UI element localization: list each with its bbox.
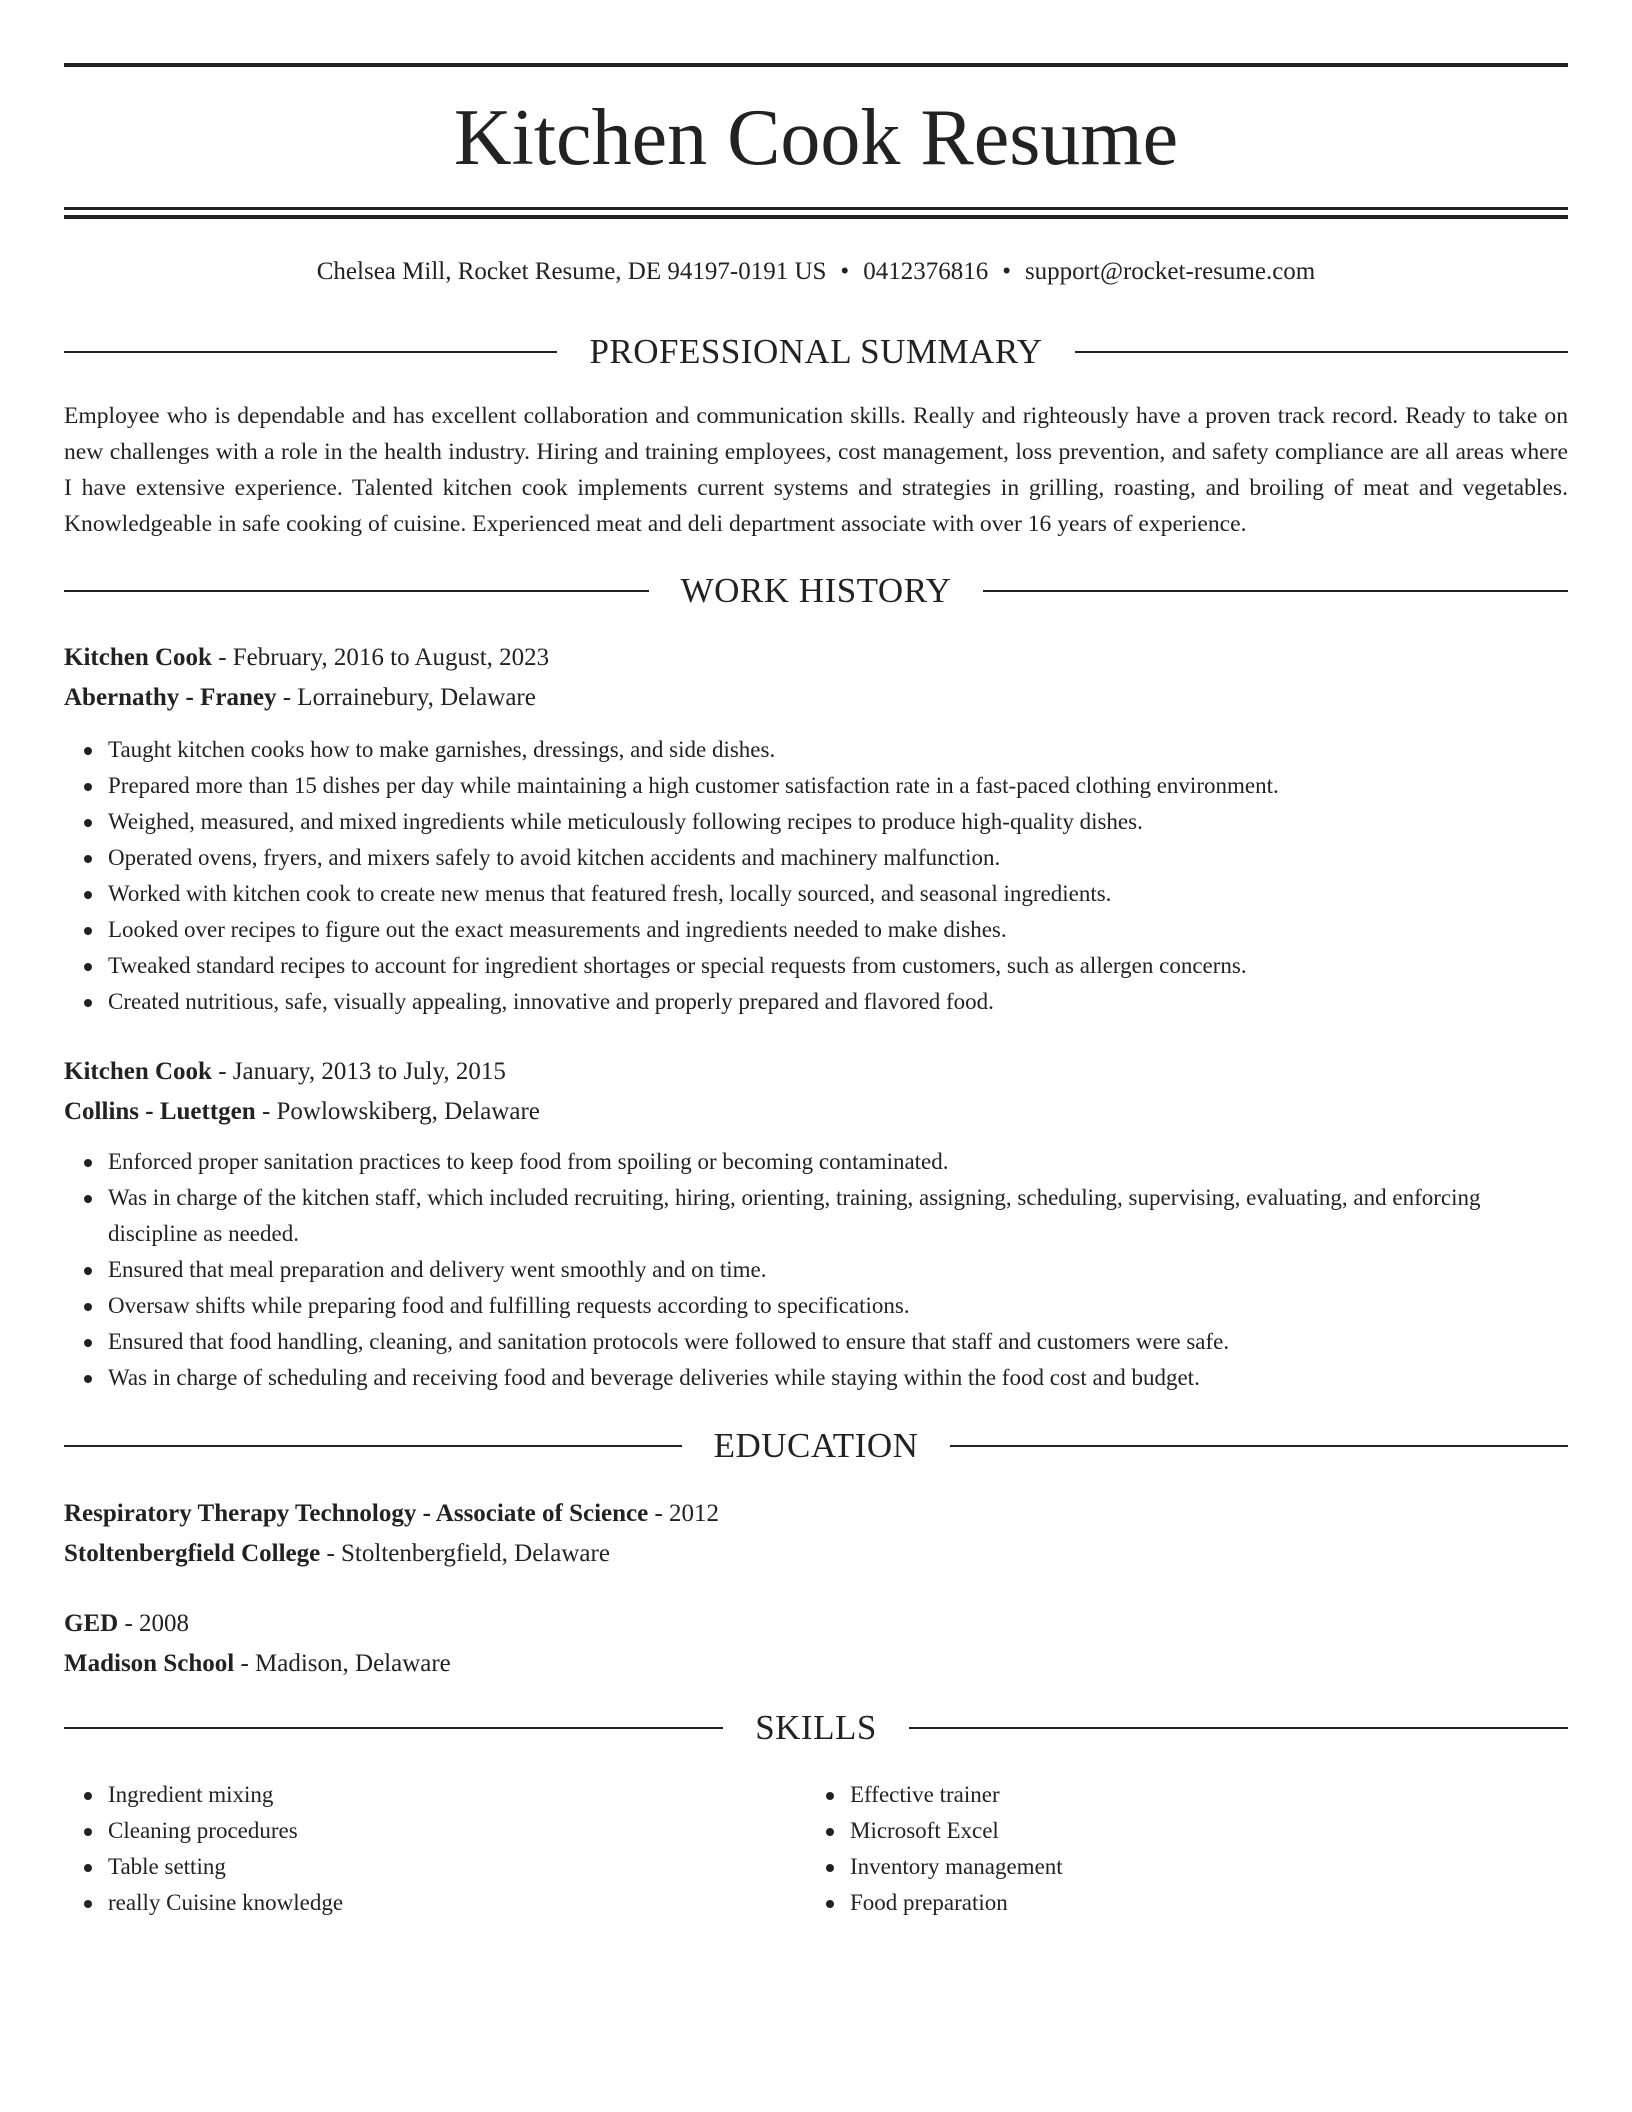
title-rule-upper xyxy=(64,207,1568,210)
title-rule-lower xyxy=(64,215,1568,219)
work-heading-row xyxy=(64,569,1568,613)
contact-line xyxy=(64,254,1568,290)
education-school-line xyxy=(64,1534,1568,1574)
list-item: Looked over recipes to figure out the exact measurements and ingredients needed to make dishes. xyxy=(108,912,1568,948)
job-company-line xyxy=(64,678,1568,718)
education-degree: GED xyxy=(64,1610,119,1637)
top-rule xyxy=(64,63,1568,67)
job-entry-1 xyxy=(64,638,1568,1020)
education-year: - 2008 xyxy=(118,1610,190,1637)
work-heading: WORK HISTORY xyxy=(680,571,952,610)
heading-rule xyxy=(64,590,649,592)
job-company: Collins - Luettgen xyxy=(64,1098,256,1125)
list-item: Taught kitchen cooks how to make garnishes, dressings, and side dishes. xyxy=(108,732,1568,768)
contact-phone: 0412376816 xyxy=(863,258,989,285)
list-item: Worked with kitchen cook to create new menus that featured fresh, locally sourced, and seasonal ingredients. xyxy=(108,876,1568,912)
job-title: Kitchen Cook xyxy=(64,644,212,671)
skills-heading-row xyxy=(64,1706,1568,1750)
education-degree-line xyxy=(64,1604,1568,1644)
skill-item: really Cuisine knowledge xyxy=(108,1885,764,1921)
job-title-line xyxy=(64,638,1568,678)
education-school: Madison School xyxy=(64,1650,235,1677)
summary-heading-row xyxy=(64,330,1568,374)
skills-column-left xyxy=(64,1777,764,1921)
list-item: Ensured that food handling, cleaning, and sanitation protocols were followed to ensure that staff and customers were safe. xyxy=(108,1324,1568,1360)
heading-rule xyxy=(64,351,557,353)
job-location: - Lorrainebury, Delaware xyxy=(276,684,536,711)
job-bullets xyxy=(64,1144,1568,1396)
education-school: Stoltenbergfield College xyxy=(64,1540,321,1567)
skill-item: Effective trainer xyxy=(850,1777,1506,1813)
education-school-line xyxy=(64,1644,1568,1684)
skill-item: Microsoft Excel xyxy=(850,1813,1506,1849)
skill-item: Table setting xyxy=(108,1849,764,1885)
contact-separator: • xyxy=(840,258,850,285)
heading-rule xyxy=(64,1727,723,1729)
list-item: Operated ovens, fryers, and mixers safely to avoid kitchen accidents and machinery malfunction. xyxy=(108,840,1568,876)
education-location: - Madison, Delaware xyxy=(234,1650,451,1677)
heading-rule xyxy=(1075,351,1568,353)
skill-item: Cleaning procedures xyxy=(108,1813,764,1849)
summary-heading: PROFESSIONAL SUMMARY xyxy=(589,332,1043,371)
skill-item: Inventory management xyxy=(850,1849,1506,1885)
list-item: Tweaked standard recipes to account for ingredient shortages or special requests from customers, such as allergen concerns. xyxy=(108,948,1568,984)
list-item: Enforced proper sanitation practices to keep food from spoiling or becoming contaminated. xyxy=(108,1144,1568,1180)
heading-rule xyxy=(950,1445,1568,1447)
education-degree-line xyxy=(64,1494,1568,1534)
contact-email: support@rocket-resume.com xyxy=(1024,258,1316,285)
job-bullets xyxy=(64,732,1568,1020)
job-company-line xyxy=(64,1092,1568,1132)
job-location: - Powlowskiberg, Delaware xyxy=(255,1098,540,1125)
list-item: Weighed, measured, and mixed ingredients while meticulously following recipes to produce high-quality dishes. xyxy=(108,804,1568,840)
heading-rule xyxy=(983,590,1568,592)
summary-text: Employee who is dependable and has excellent collaboration and communication skills. Really and righteously have a proven track record. Ready to take on new challenges with a role in the health industry. Hiring and training employees, cost management, loss prevention, and safety compliance are all areas where I have extensive experience. Talented kitchen cook implements current systems and strategies in grilling, roasting, and broiling of meat and vegetables. Knowledgeable in safe cooking of cuisine. Experienced meat and deli department associate with over 16 years of experience. xyxy=(64,403,1568,537)
skill-item: Food preparation xyxy=(850,1885,1506,1921)
page-title: Kitchen Cook Resume xyxy=(453,94,1179,182)
job-title-line xyxy=(64,1052,1568,1092)
list-item: Was in charge of the kitchen staff, which included recruiting, hiring, orienting, training, assigning, scheduling, supervising, evaluating, and enforcing discipline as needed. xyxy=(108,1180,1568,1252)
education-degree: Respiratory Therapy Technology - Associate of Science xyxy=(64,1500,649,1527)
list-item: Ensured that meal preparation and delivery went smoothly and on time. xyxy=(108,1252,1568,1288)
education-year: - 2012 xyxy=(648,1500,720,1527)
job-entry-2 xyxy=(64,1052,1568,1396)
job-dates: - February, 2016 to August, 2023 xyxy=(211,644,550,671)
skills-list xyxy=(806,1777,1506,1921)
education-heading: EDUCATION xyxy=(713,1426,919,1465)
contact-address: Chelsea Mill, Rocket Resume, DE 94197-0191 US xyxy=(316,258,827,285)
list-item: Oversaw shifts while preparing food and fulfilling requests according to specifications. xyxy=(108,1288,1568,1324)
education-heading-row xyxy=(64,1424,1568,1468)
list-item: Was in charge of scheduling and receiving food and beverage deliveries while staying within the food cost and budget. xyxy=(108,1360,1568,1396)
education-entry-1 xyxy=(64,1494,1568,1574)
education-location: - Stoltenbergfield, Delaware xyxy=(320,1540,610,1567)
contact-separator: • xyxy=(1002,258,1011,285)
job-company: Abernathy - Franey xyxy=(64,684,277,711)
job-dates: - January, 2013 to July, 2015 xyxy=(211,1058,506,1085)
list-item: Prepared more than 15 dishes per day while maintaining a high customer satisfaction rate in a fast-paced clothing environment. xyxy=(108,768,1568,804)
skill-item: Ingredient mixing xyxy=(108,1777,764,1813)
job-title: Kitchen Cook xyxy=(64,1058,212,1085)
list-item: Created nutritious, safe, visually appealing, innovative and properly prepared and flavored food. xyxy=(108,984,1568,1020)
skills-list xyxy=(64,1777,764,1921)
heading-rule xyxy=(909,1727,1568,1729)
skills-column-right xyxy=(806,1777,1506,1921)
education-entry-2 xyxy=(64,1604,1568,1684)
heading-rule xyxy=(64,1445,682,1447)
skills-heading: SKILLS xyxy=(755,1708,877,1747)
